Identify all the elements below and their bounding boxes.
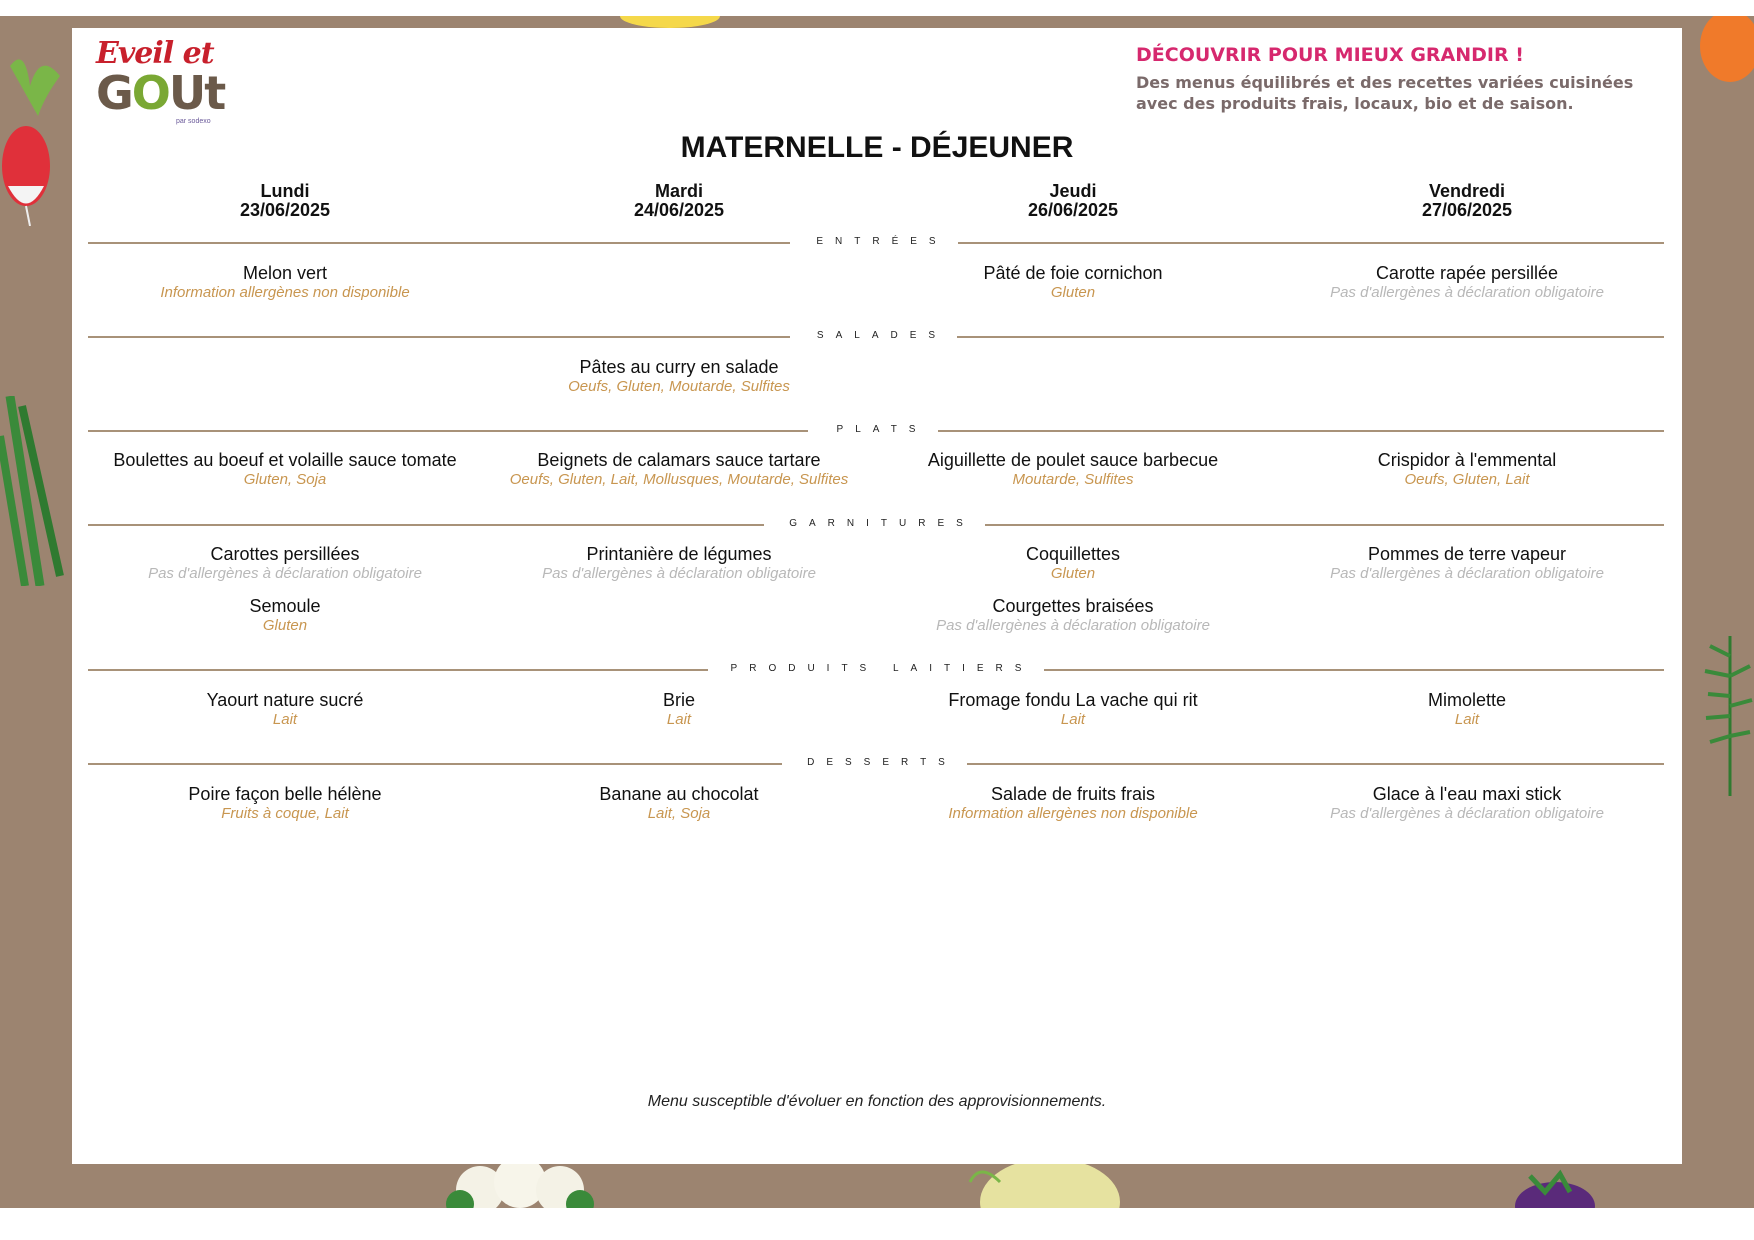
dish-dessert-thursday: Salade de fruits frais Information allergènes non disponible xyxy=(948,784,1198,822)
logo-main-text: GOUt xyxy=(96,66,225,120)
asparagus-illustration xyxy=(0,396,70,586)
dish-laitier-monday: Yaourt nature sucré Lait xyxy=(206,690,364,728)
section-divider-plats xyxy=(88,423,1664,437)
eggplant-illustration xyxy=(1500,1166,1610,1208)
cauliflower-illustration xyxy=(440,1160,600,1208)
herb-illustration xyxy=(1700,636,1754,796)
tagline-title: DÉCOUVRIR POUR MIEUX GRANDIR ! xyxy=(1136,44,1524,66)
radish-illustration xyxy=(0,46,70,226)
section-divider-desserts xyxy=(88,756,1664,770)
dish-laitier-friday: Mimolette Lait xyxy=(1427,690,1507,728)
dish-entree-thursday: Pâté de foie cornichon Gluten xyxy=(983,263,1163,301)
section-label: SALADES xyxy=(88,329,1664,343)
day-header-monday: Lundi 23/06/2025 xyxy=(239,181,331,220)
dish-garniture-tuesday: Printanière de légumes Pas d'allergènes à déclaration obligatoire xyxy=(542,544,816,582)
logo-script-text: Eveil et xyxy=(96,36,214,71)
dish-garniture-friday: Pommes de terre vapeur Pas d'allergènes à déclaration obligatoire xyxy=(1330,544,1604,582)
dish-laitier-thursday: Fromage fondu La vache qui rit Lait xyxy=(948,690,1198,728)
logo-subtext: par sodexo xyxy=(176,118,211,125)
section-divider-produits-laitiers xyxy=(88,662,1664,676)
day-headers xyxy=(88,182,1664,226)
dish-plat-monday: Boulettes au boeuf et volaille sauce tomate Gluten, Soja xyxy=(113,450,457,488)
tagline-line-1: Des menus équilibrés et des recettes variées cuisinées xyxy=(1136,73,1634,92)
dish-dessert-tuesday: Banane au chocolat Lait, Soja xyxy=(599,784,759,822)
dish-dessert-friday: Glace à l'eau maxi stick Pas d'allergènes à déclaration obligatoire xyxy=(1330,784,1604,822)
menu-sheet xyxy=(72,28,1682,1164)
dish-plat-friday: Crispidor à l'emmental Oeufs, Gluten, Lait xyxy=(1377,450,1557,488)
footnote: Menu susceptible d'évoluer en fonction des approvisionnements. xyxy=(647,1093,1107,1110)
section-label: GARNITURES xyxy=(88,517,1664,531)
dish-laitier-tuesday: Brie Lait xyxy=(662,690,695,728)
day-header-friday: Vendredi 27/06/2025 xyxy=(1421,181,1513,220)
dish-plat-thursday: Aiguillette de poulet sauce barbecue Moutarde, Sulfites xyxy=(927,450,1219,488)
brand-logo xyxy=(96,36,246,136)
dish-garniture-thursday-1: Coquillettes Gluten xyxy=(1025,544,1121,582)
section-divider-garnitures xyxy=(88,517,1664,531)
day-header-thursday: Jeudi 26/06/2025 xyxy=(1027,181,1119,220)
tagline-line-2: avec des produits frais, locaux, bio et de saison. xyxy=(1136,94,1574,113)
section-label: PRODUITS LAITIERS xyxy=(88,662,1664,676)
dish-entree-friday: Carotte rapée persillée Pas d'allergènes à déclaration obligatoire xyxy=(1330,263,1604,301)
dish-entree-monday: Melon vert Information allergènes non disponible xyxy=(160,263,410,301)
dish-plat-tuesday: Beignets de calamars sauce tartare Oeufs, Gluten, Lait, Mollusques, Moutarde, Sulfites xyxy=(509,450,849,488)
section-label: PLATS xyxy=(88,423,1664,437)
dish-dessert-monday: Poire façon belle hélène Fruits à coque, Lait xyxy=(188,784,382,822)
section-divider-salades xyxy=(88,329,1664,343)
dish-garniture-monday-1: Carottes persillées Pas d'allergènes à déclaration obligatoire xyxy=(148,544,422,582)
page-title: MATERNELLE - DÉJEUNER xyxy=(680,131,1074,164)
tagline xyxy=(1136,44,1656,114)
section-label: ENTRÉES xyxy=(88,235,1664,249)
carrot-illustration xyxy=(1690,16,1754,86)
dish-garniture-thursday-2: Courgettes braisées Pas d'allergènes à déclaration obligatoire xyxy=(936,596,1210,634)
dish-salade-tuesday: Pâtes au curry en salade Oeufs, Gluten, Moutarde, Sulfites xyxy=(568,357,790,395)
day-header-tuesday: Mardi 24/06/2025 xyxy=(633,181,725,220)
section-label: DESSERTS xyxy=(88,756,1664,770)
dish-garniture-monday-2: Semoule Gluten xyxy=(249,596,321,634)
section-divider-entrees xyxy=(88,235,1664,249)
